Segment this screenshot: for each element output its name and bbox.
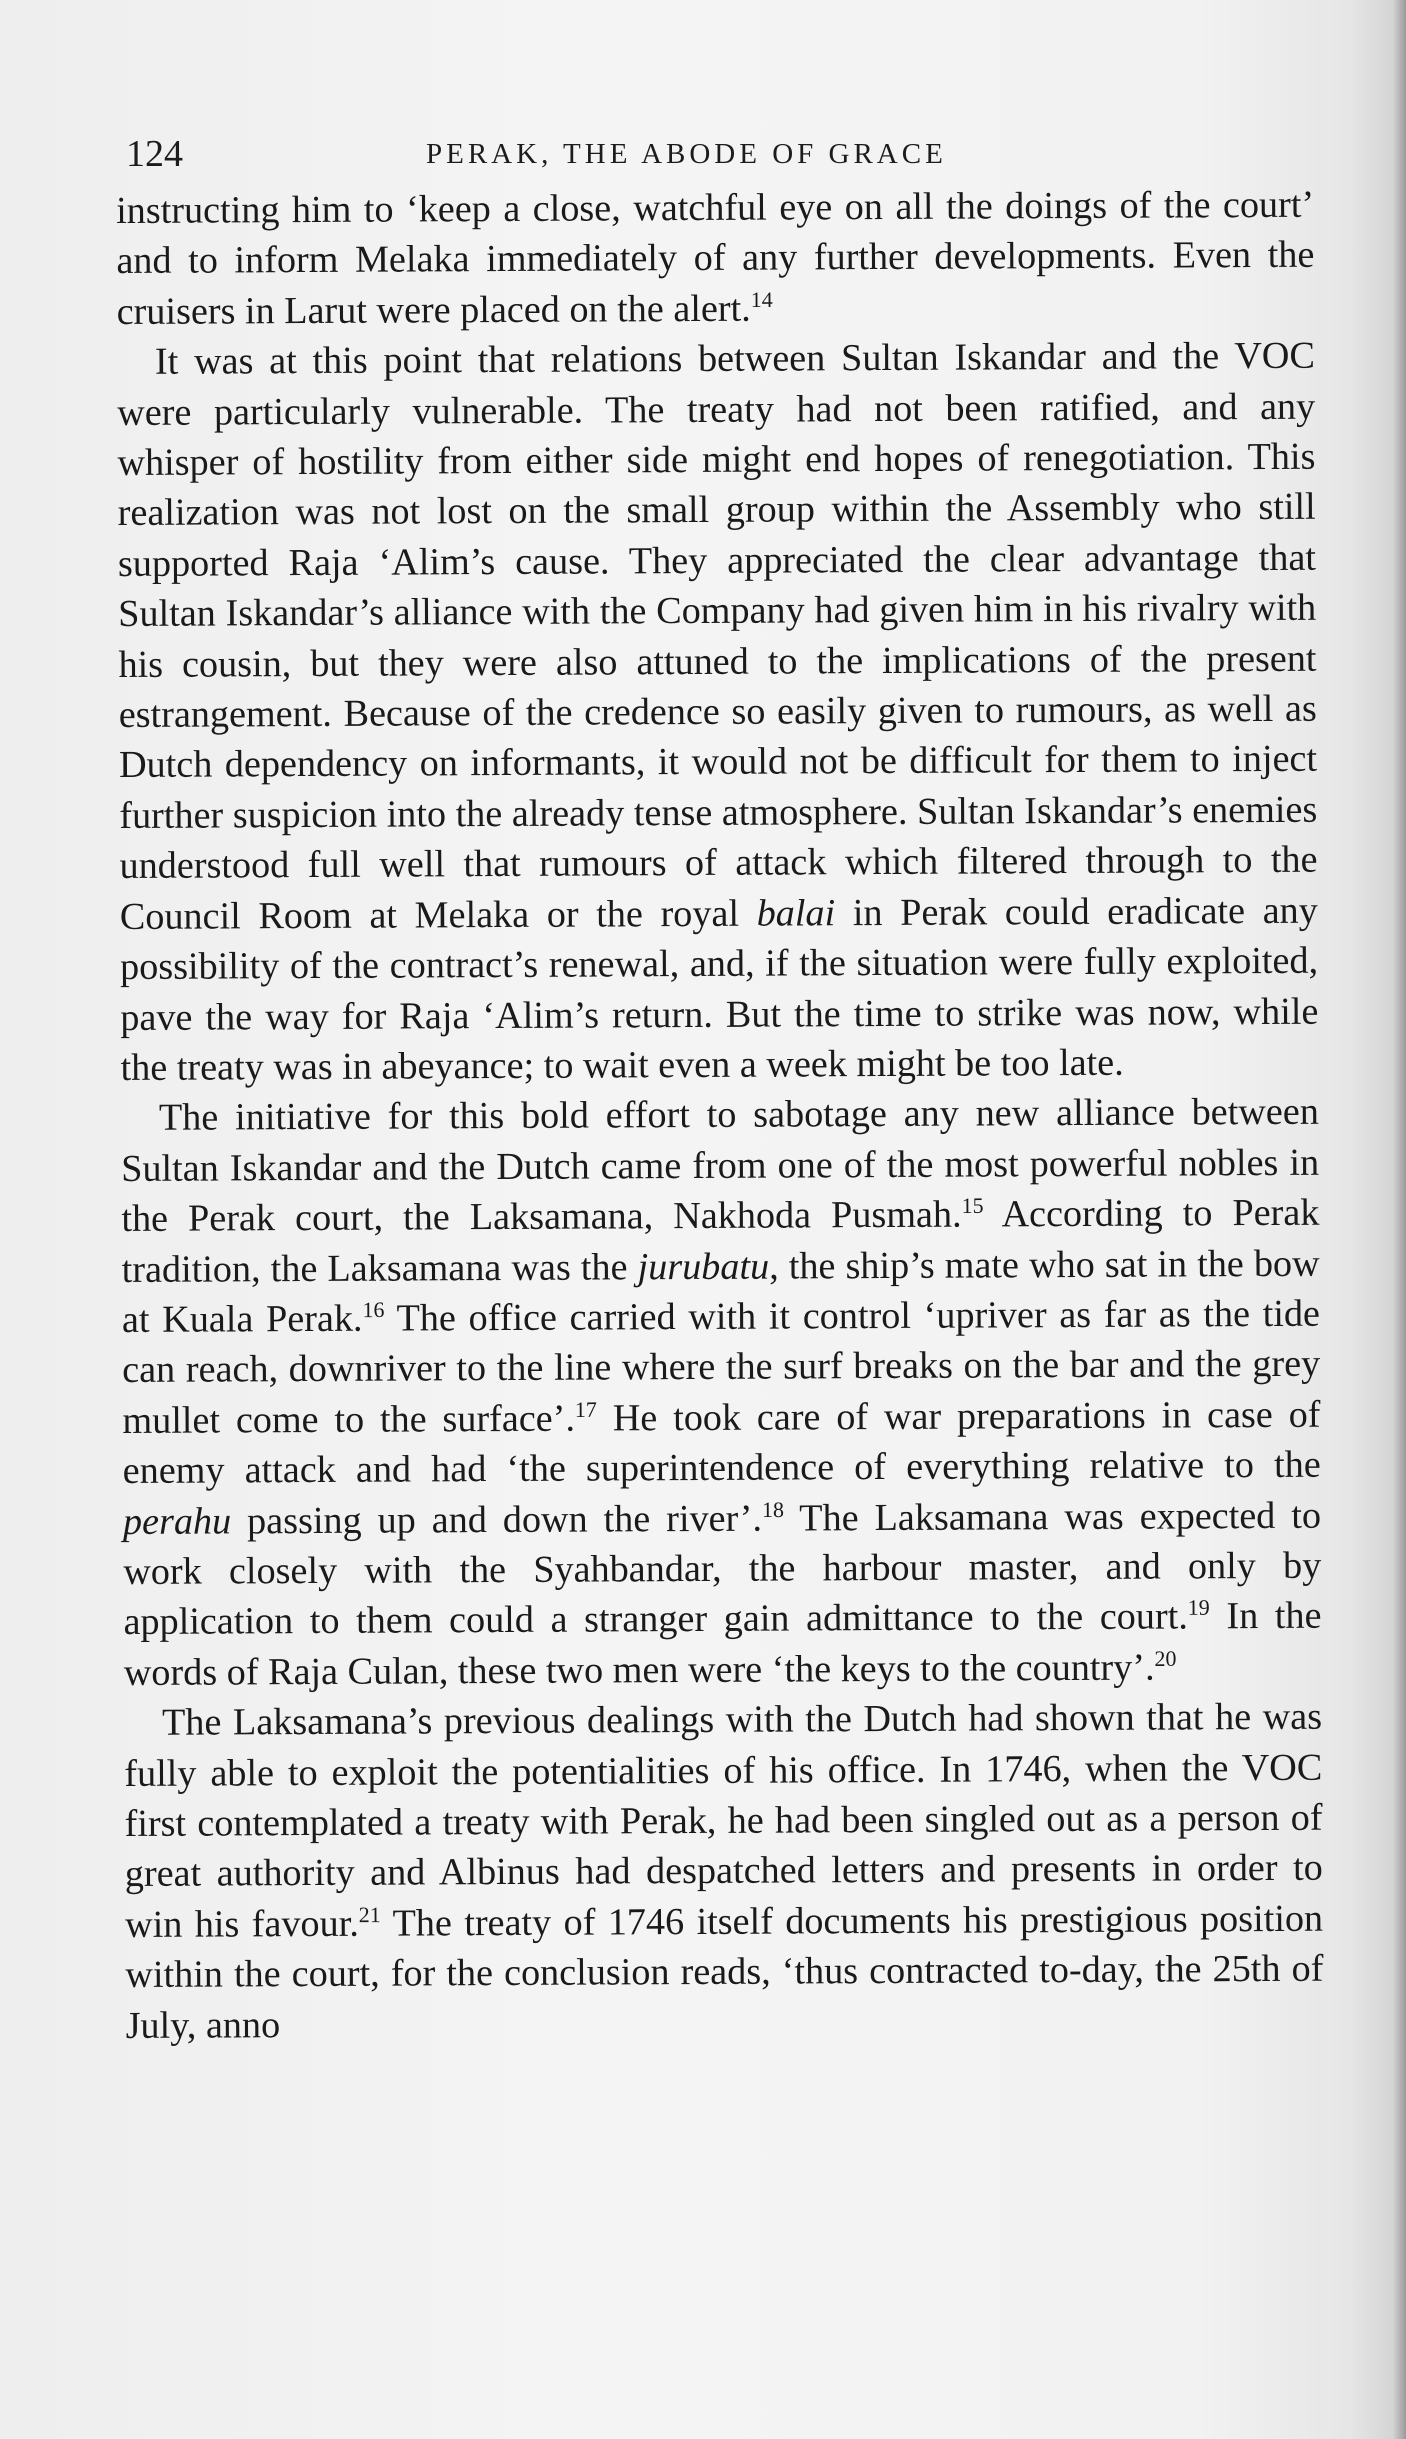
text-run: He took care of war preparations in case of enemy attack and had ‘the superintendence of everything relative to the <box>122 1393 1321 1493</box>
footnote-ref: 16 <box>362 1296 385 1323</box>
footnote-ref: 21 <box>358 1901 381 1927</box>
text-run: The Laksamana was expected to work closely with the Syahbandar, the harbour master, and only by application to them could a stranger gain admittance to the court. <box>123 1494 1322 1644</box>
footnote-ref: 19 <box>1187 1595 1210 1621</box>
text-run: In the words of Raja Culan, these two men were ‘the keys to the country’. <box>123 1595 1322 1694</box>
text-run: The office carried with it control ‘upriver as far as the tide can reach, downriver to the line where the surf breaks on the bar and the grey mullet come to the surface’. <box>122 1292 1321 1442</box>
footnote-ref: 17 <box>574 1396 597 1422</box>
text-run: According to Perak tradition, the Laksamana was the <box>121 1191 1320 1291</box>
text-run: The treaty of 1746 itself documents his prestigious position within the court, for the conclusion reads, ‘thus contracted to-day, the 25th of July, anno <box>125 1897 1324 2047</box>
running-title: PERAK, THE ABODE OF GRACE <box>426 138 947 170</box>
footnote-ref: 20 <box>1154 1645 1177 1671</box>
running-head <box>126 132 1286 182</box>
text-run: , the ship’s mate who sat in the bow at Kuala Perak. <box>121 1242 1320 1341</box>
italic-term: jurubatu <box>637 1245 770 1288</box>
text-run: passing up and down the river’. <box>231 1497 763 1542</box>
paragraph <box>116 180 1315 337</box>
footnote-ref: 15 <box>961 1192 984 1219</box>
footnote-ref: 18 <box>761 1496 784 1522</box>
text-run: instructing him to ‘keep a close, watchful eye on all the doings of the court’ and to inform Melaka immediately of any further developments. Even the cruisers in Larut were placed on the alert. <box>116 183 1315 333</box>
text-run: in Perak could eradicate any possibility of the contract’s renewal, and, if the situation were fully exploited, pave the way for Raja ‘Alim’s return. But the time to strike was now, while the treaty was in abeyance; to wait even a week might be too late. <box>119 889 1319 1089</box>
italic-term: perahu <box>122 1499 232 1543</box>
page-gutter-shadow <box>1392 0 1406 2439</box>
body-text <box>116 180 1324 2051</box>
footnote-ref: 14 <box>750 286 773 312</box>
text-run: It was at this point that relations between Sultan Iskandar and the VOC were particularly vulnerable. The treaty had not been ratified, and any whisper of hostility from either side might end hopes of renegotiation. This realization was not lost on the small group within the Assembly who still supported Raja ‘Alim’s cause. They appreciated the clear advantage that Sultan Iskandar’s alliance with the Company had given him in his rivalry with his cousin, but they were also attuned to the implications of the present estrangement. Because of the credence so easily given to rumours, as well as Dutch dependency on informants, it would not be difficult for them to inject further suspicion into the already tense atmosphere. Sultan Iskandar’s enemies understood full well that rumours of attack which filtered through to the Council Room at Melaka or the royal <box>117 334 1318 938</box>
italic-term: balai <box>756 891 836 935</box>
text-run: The Laksamana’s previous dealings with the Dutch had shown that he was fully able to exploit the potentialities of his office. In 1746, when the VOC first contemplated a treaty with Perak, he had been singled out as a person of great authority and Albinus had despatched letters and presents in order to win his favour. <box>124 1695 1323 1946</box>
text-run: The initiative for this bold effort to sabotage any new alliance between Sultan Iskandar and the Dutch came from one of the most powerful nobles in the Perak court, the Laksamana, Nakhoda Pusmah. <box>121 1091 1320 1241</box>
paragraph <box>121 1087 1322 1698</box>
paragraph <box>117 331 1319 1093</box>
page-number: 124 <box>126 133 183 175</box>
paragraph <box>124 1692 1324 2051</box>
